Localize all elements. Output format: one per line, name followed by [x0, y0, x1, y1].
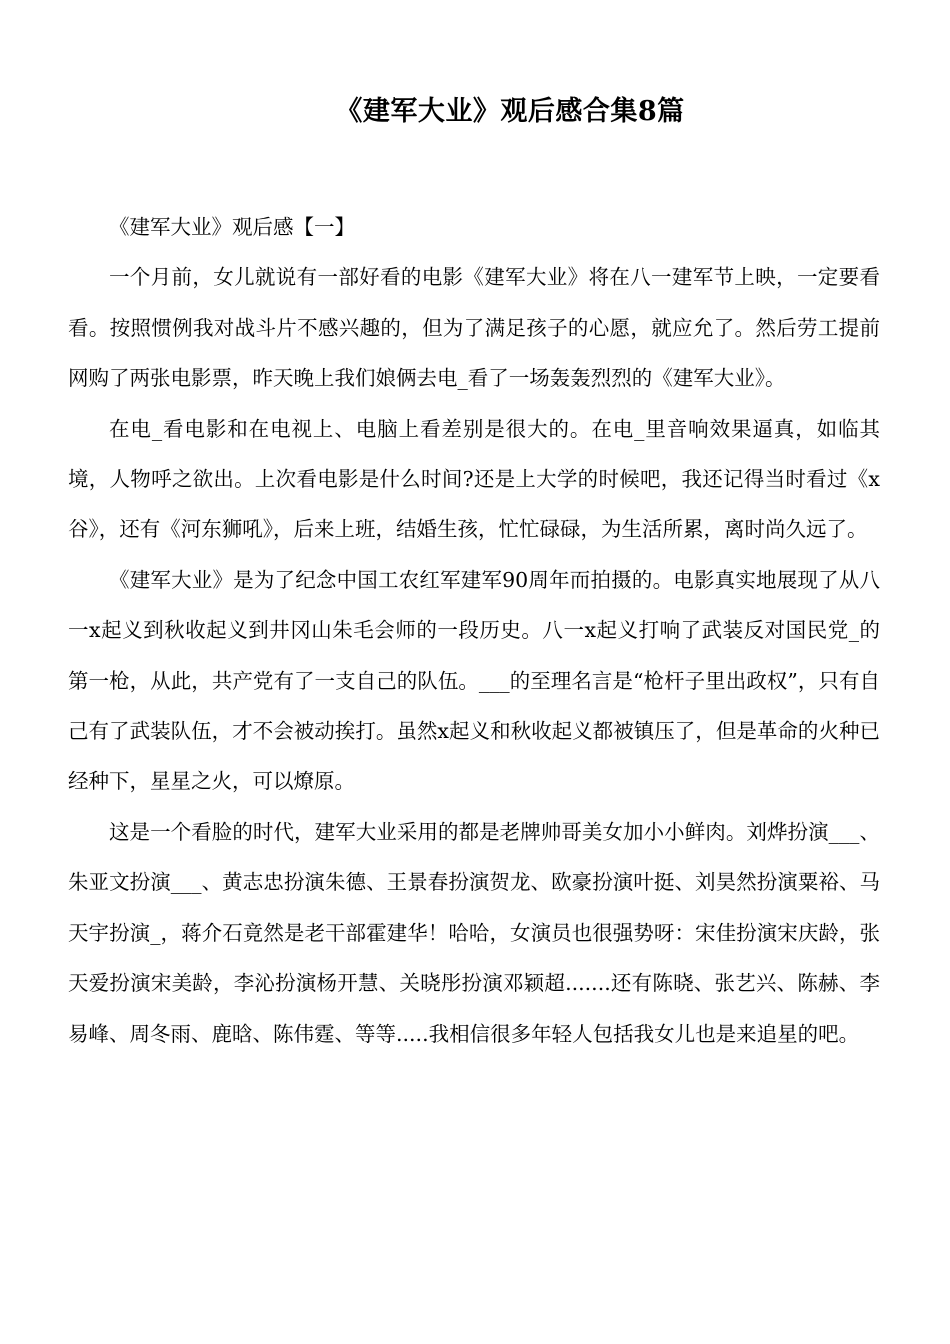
- body-paragraph: 《建军大业》是为了纪念中国工农红军建军90周年而拍摄的。电影真实地展现了从八一x起义到秋收起义到井冈山朱毛会师的一段历史。八一x起义打响了武装反对国民党_的第一枪，从此，共产党有了一支自己的队伍。___的至理名言是“枪杆子里出政权”，只有自己有了武装队伍，才不会被动挨打。虽然x起义和秋收起义都被镇压了，但是革命的火种已经种下，星星之火，可以燎原。: [68, 567, 880, 794]
- document-title: 《建军大业》观后感合集8篇: [335, 96, 685, 127]
- document-body: [68, 202, 880, 1059]
- body-paragraph: 一个月前，女儿就说有一部好看的电影《建军大业》将在八一建军节上映，一定要看看。按照惯例我对战斗片不感兴趣的，但为了满足孩子的心愿，就应允了。然后劳工提前网购了两张电影票，昨天晚上我们娘俩去电_看了一场轰轰烈烈的《建军大业》。: [68, 265, 880, 391]
- body-paragraph: 在电_看电影和在电视上、电脑上看差别是很大的。在电_里音响效果逼真，如临其境，人物呼之欲出。上次看电影是什么时间?还是上大学的时候吧，我还记得当时看过《x谷》，还有《河东狮吼》，后来上班，结婚生孩，忙忙碌碌，为生活所累，离时尚久远了。: [68, 416, 880, 542]
- section-heading: 《建军大业》观后感【一】: [109, 215, 355, 239]
- body-paragraph: 这是一个看脸的时代，建军大业采用的都是老牌帅哥美女加小小鲜肉。刘烨扮演___、朱亚文扮演___、黄志忠扮演朱德、王景春扮演贺龙、欧豪扮演叶挺、刘昊然扮演粟裕、马天宇扮演_，蒋介石竟然是老干部霍建华！哈哈，女演员也很强势呀：宋佳扮演宋庆龄，张天爱扮演宋美龄，李沁扮演杨开慧、关晓彤扮演邓颖超.......还有陈晓、张艺兴、陈赫、李易峰、周冬雨、鹿晗、陈伟霆、等等.....我相信很多年轻人包括我女儿也是来追星的吧。: [68, 819, 880, 1046]
